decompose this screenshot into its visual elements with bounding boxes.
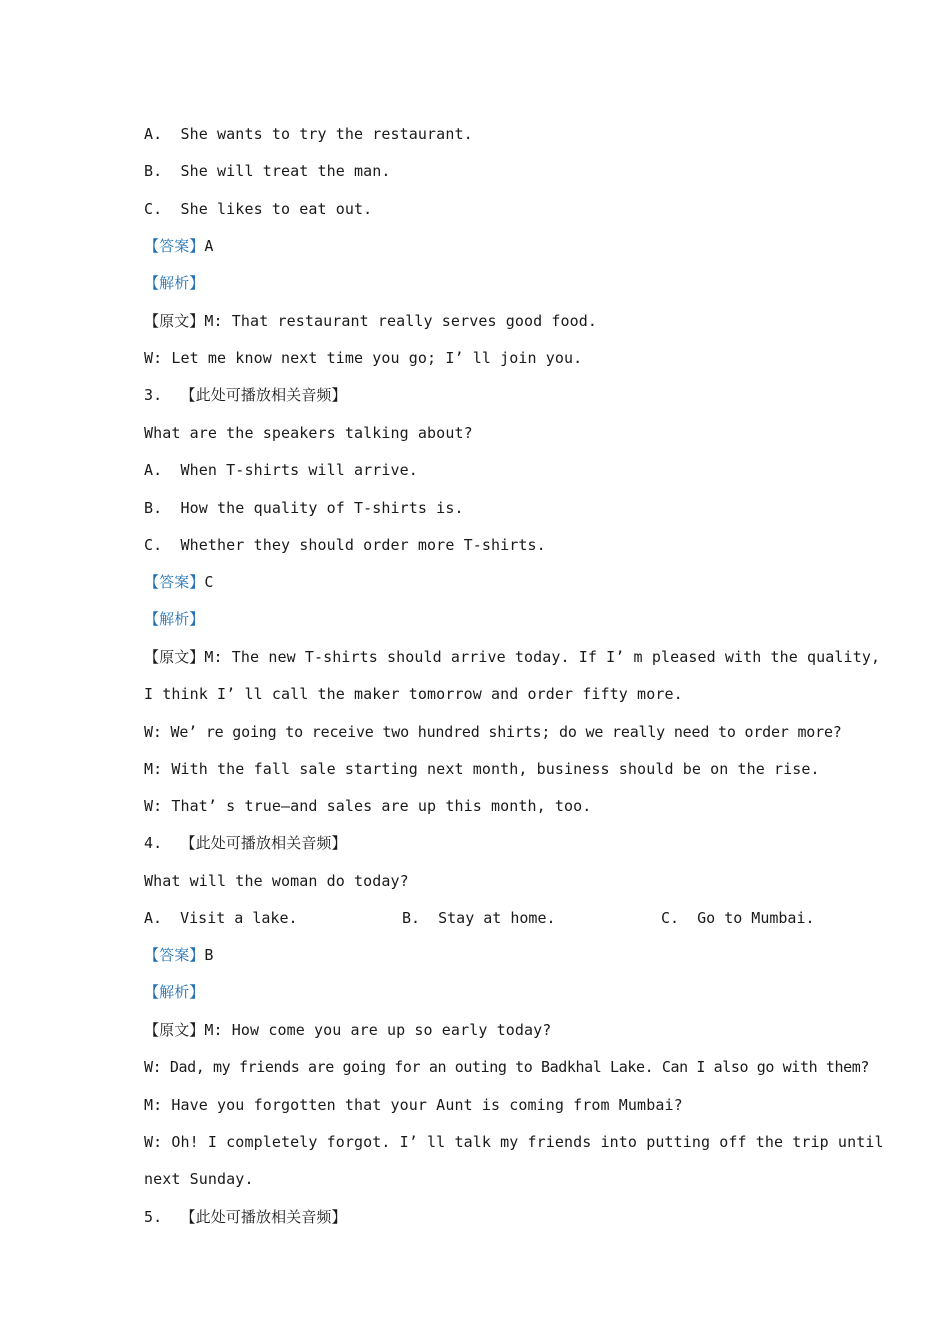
answer-tag: 【答案】 (144, 573, 205, 591)
transcript-tag: 【原文】 (144, 312, 205, 330)
q3-analysis-tag: 【解析】 (144, 610, 205, 628)
q3-transcript-line-3: W: We’ re going to receive two hundred shirts; do we really need to order more? (144, 723, 842, 741)
q4-answer-line (144, 945, 814, 965)
answer-tag: 【答案】 (144, 237, 205, 255)
q2-answer-line (144, 236, 814, 256)
q4-question: What will the woman do today? (144, 872, 409, 890)
q3-transcript-line-2: I think I’ ll call the maker tomorrow and order fifty more. (144, 685, 683, 703)
q3-transcript-line-5: W: That’ s true—and sales are up this month, too. (144, 797, 592, 815)
q2-transcript-line-1: 【原文】M: That restaurant really serves good food. (144, 312, 598, 330)
q4-transcript-line-5: next Sunday. (144, 1170, 254, 1188)
answer-tag: 【答案】 (144, 946, 205, 964)
q2-option-c: C. She likes to eat out. (144, 200, 373, 218)
q3-transcript-line-1: 【原文】M: The new T-shirts should arrive today. If I’ m pleased with the quality, (144, 648, 881, 666)
transcript-tag: 【原文】 (144, 648, 205, 666)
q3-option-b: B. How the quality of T-shirts is. (144, 499, 464, 517)
q4-option-a: A. Visit a lake. (144, 909, 298, 927)
q4-transcript-line-4: W: Oh! I completely forgot. I’ ll talk my friends into putting off the trip until (144, 1133, 884, 1151)
q3-transcript-line-4: M: With the fall sale starting next month, business should be on the rise. (144, 760, 820, 778)
q3-option-a: A. When T-shirts will arrive. (144, 461, 418, 479)
q3-question: What are the speakers talking about? (144, 424, 473, 442)
q2-transcript-line-2: W: Let me know next time you go; I’ ll join you. (144, 349, 583, 367)
q2-analysis-tag: 【解析】 (144, 274, 205, 292)
q3-option-c: C. Whether they should order more T-shirts. (144, 536, 546, 554)
answer-value: B (204, 946, 214, 964)
q4-transcript-line-1: 【原文】M: How come you are up so early today? (144, 1021, 552, 1039)
q4-analysis-tag: 【解析】 (144, 983, 205, 1001)
q3-answer-line (144, 572, 814, 592)
answer-value: C (204, 573, 214, 591)
answer-value: A (204, 237, 214, 255)
q4-transcript-line-2: W: Dad, my friends are going for an outing to Badkhal Lake. Can I also go with them? (144, 1058, 869, 1076)
q4-heading: 4. 【此处可播放相关音频】 (144, 834, 347, 852)
q5-heading: 5. 【此处可播放相关音频】 (144, 1208, 347, 1226)
q4-option-c: C. Go to Mumbai. (661, 909, 815, 927)
q3-heading: 3. 【此处可播放相关音频】 (144, 386, 347, 404)
q4-transcript-line-3: M: Have you forgotten that your Aunt is coming from Mumbai? (144, 1096, 683, 1114)
q4-option-b: B. Stay at home. (402, 909, 556, 927)
q2-option-a: A. She wants to try the restaurant. (144, 125, 473, 143)
transcript-tag: 【原文】 (144, 1021, 205, 1039)
q2-option-b: B. She will treat the man. (144, 162, 391, 180)
q4-options-row (144, 908, 814, 928)
